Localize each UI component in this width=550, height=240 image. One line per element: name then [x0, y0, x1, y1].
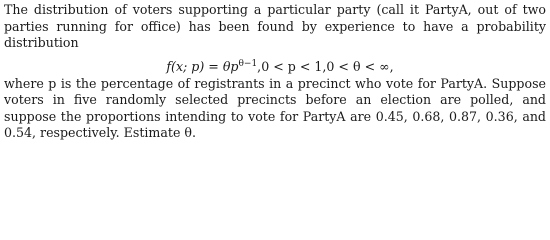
formula-exponent: θ−1: [238, 58, 258, 69]
problem-body: where p is the percentage of registrants in a precinct who vote for PartyA. Suppose voters in five randomly selected precincts before an election are polled, and suppose the proportions intending to vote for PartyA are 0.45, 0.68, 0.87, 0.36, and 0.54, respectively. Estimate θ.: [4, 75, 546, 140]
formula-lhs: f(x; p) = θp: [166, 58, 239, 74]
problem-intro: The distribution of voters supporting a particular party (call it PartyA, out of two parties running for office) has been found by experience to have a probability distribution: [4, 2, 546, 50]
formula-comma: ,: [257, 58, 262, 74]
formula-condition-p: 0 < p < 1,: [261, 58, 327, 74]
formula-condition-theta: 0 < θ < ∞,: [326, 58, 394, 74]
problem-statement: [4, 2, 546, 142]
density-formula: [4, 55, 546, 73]
